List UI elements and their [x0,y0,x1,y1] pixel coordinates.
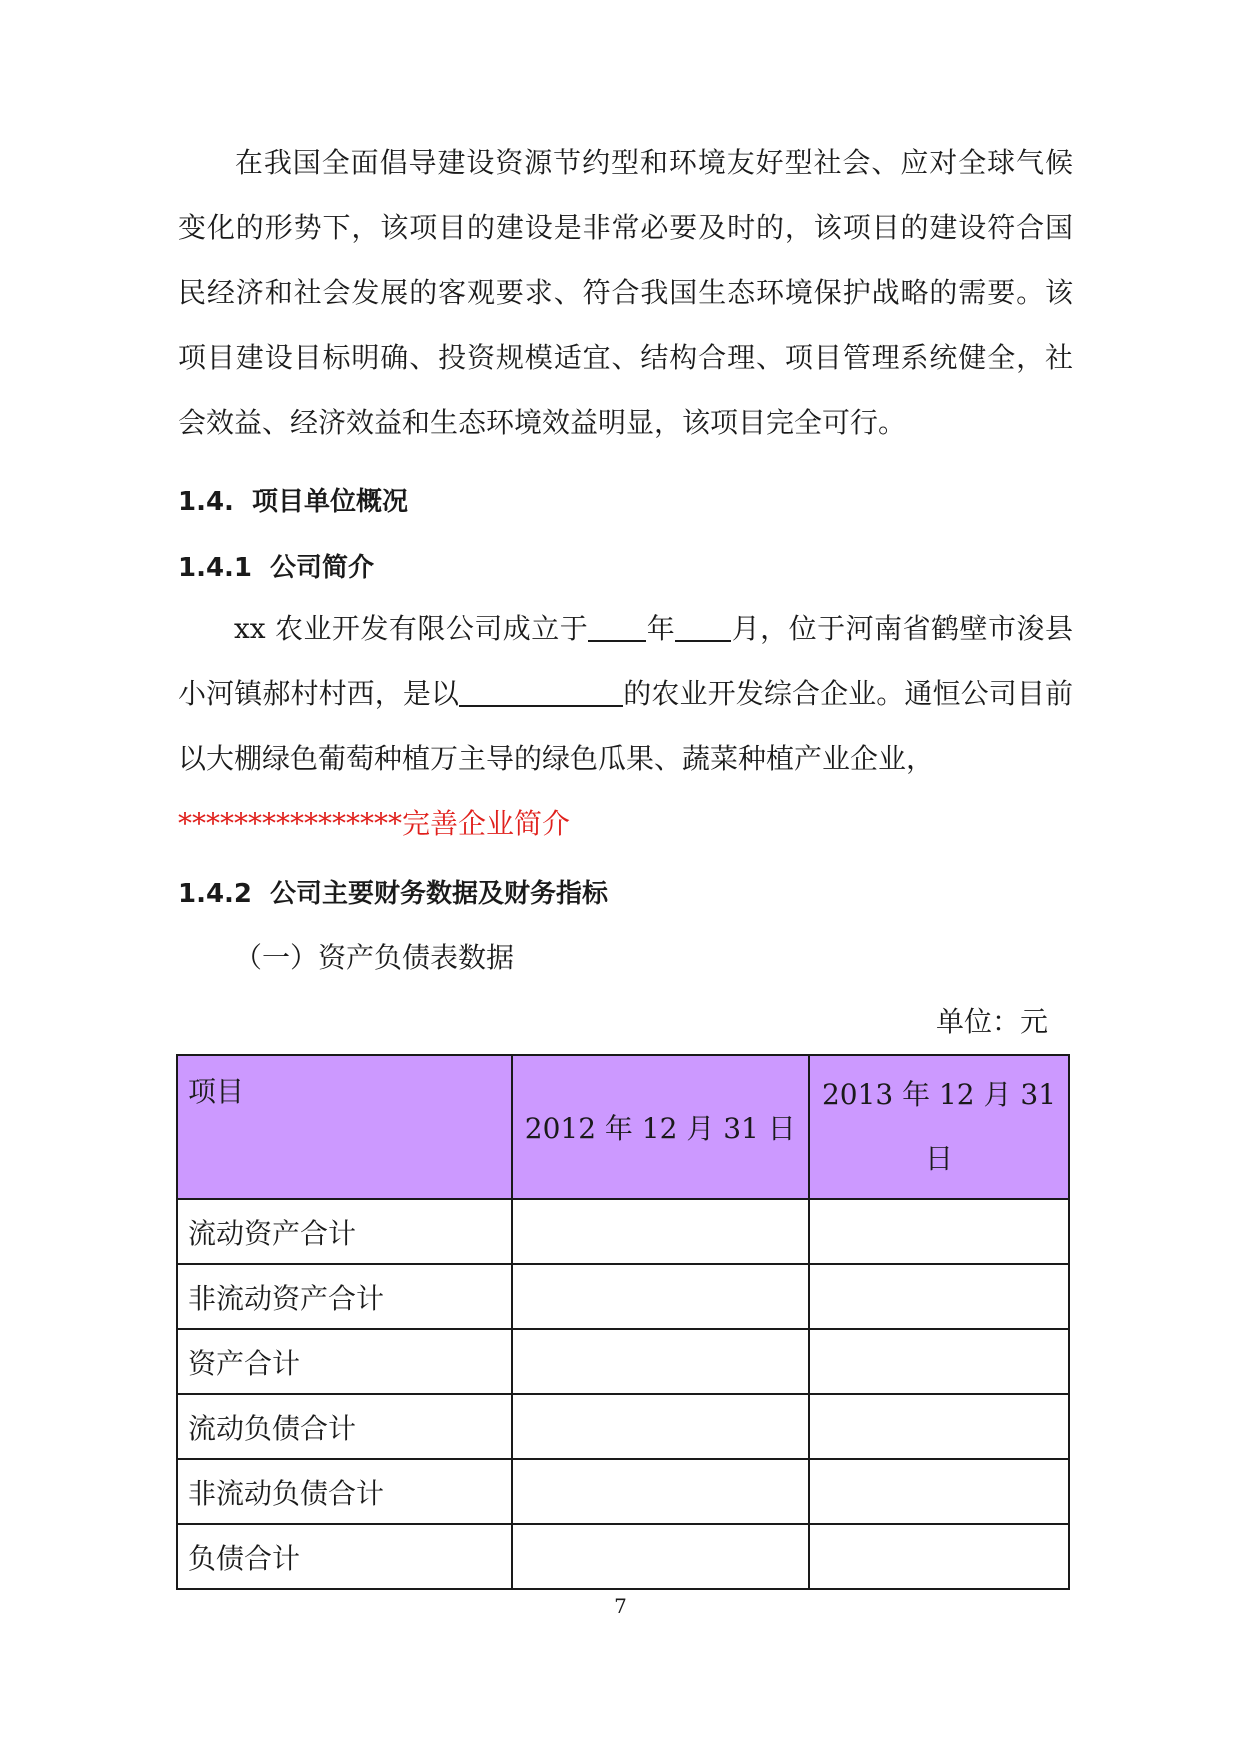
value-cell [809,1459,1069,1524]
value-cell [809,1199,1069,1264]
intro-paragraph-text: 在我国全面倡导建设资源节约型和环境友好型社会、应对全球气候变化的形势下，该项目的建设是非常必要及时的，该项目的建设符合国民经济和社会发展的客观要求、符合我国生态环境保护战略的需要。该项目建设目标明确、投资规模适宜、结构合理、项目管理系统健全，社会效益、经济效益和生态环境效益明显，该项目完全可行。 [178,146,1073,439]
header-cell-2013: 2013 年 12 月 31 日 [809,1055,1069,1199]
blank-business [459,677,623,707]
section-number: 1.4. [178,487,234,517]
row-label: 非流动资产合计 [177,1264,512,1329]
section-heading-1-4-2 [178,874,608,914]
balance-sheet-table [176,1054,1070,1590]
header-cell-item: 项目 [177,1055,512,1199]
balance-sheet-subheading: （一）资产负债表数据 [234,941,515,974]
table-row [177,1524,1069,1589]
section-heading-1-4-1 [178,548,374,588]
row-label: 资产合计 [177,1329,512,1394]
value-cell [809,1394,1069,1459]
value-cell [512,1394,810,1459]
section-title: 公司主要财务数据及财务指标 [270,879,609,909]
section-number: 1.4.1 [178,553,253,583]
section-title: 项目单位概况 [251,487,408,517]
incomplete-note: ****************完善企业简介 [178,807,571,840]
intro-paragraph [178,130,1073,455]
company-intro-text-2: 年 [646,612,676,645]
blank-year [588,612,646,642]
table-row [177,1264,1069,1329]
company-intro-paragraph [178,596,1073,856]
value-cell [512,1459,810,1524]
blank-month [675,612,731,642]
table-header-row [177,1055,1069,1199]
header-cell-2012: 2012 年 12 月 31 日 [512,1055,810,1199]
value-cell [512,1524,810,1589]
value-cell [809,1329,1069,1394]
company-intro-text-3: 月，位于河南省鹤壁市浚县小河镇郝村村西，是以 [178,612,1073,710]
value-cell [809,1524,1069,1589]
value-cell [512,1264,810,1329]
value-cell [512,1329,810,1394]
row-label: 流动负债合计 [177,1394,512,1459]
company-intro-text-4: 的农业开发综合企业。通恒公司目前以大棚绿色葡萄种植万主导的绿色瓜果、蔬菜种植产业企业， [178,677,1073,775]
value-cell [512,1199,810,1264]
table-row [177,1394,1069,1459]
row-label: 负债合计 [177,1524,512,1589]
section-heading-1-4 [178,482,408,522]
value-cell [809,1264,1069,1329]
company-intro-text-1: xx 农业开发有限公司成立于 [234,612,589,645]
page-number: 7 [614,1594,627,1618]
section-title: 公司简介 [270,553,375,583]
table-row [177,1199,1069,1264]
unit-label: 单位：元 [935,1005,1048,1038]
row-label: 流动资产合计 [177,1199,512,1264]
row-label: 非流动负债合计 [177,1459,512,1524]
table-row [177,1459,1069,1524]
table-row [177,1329,1069,1394]
section-number: 1.4.2 [178,879,253,909]
